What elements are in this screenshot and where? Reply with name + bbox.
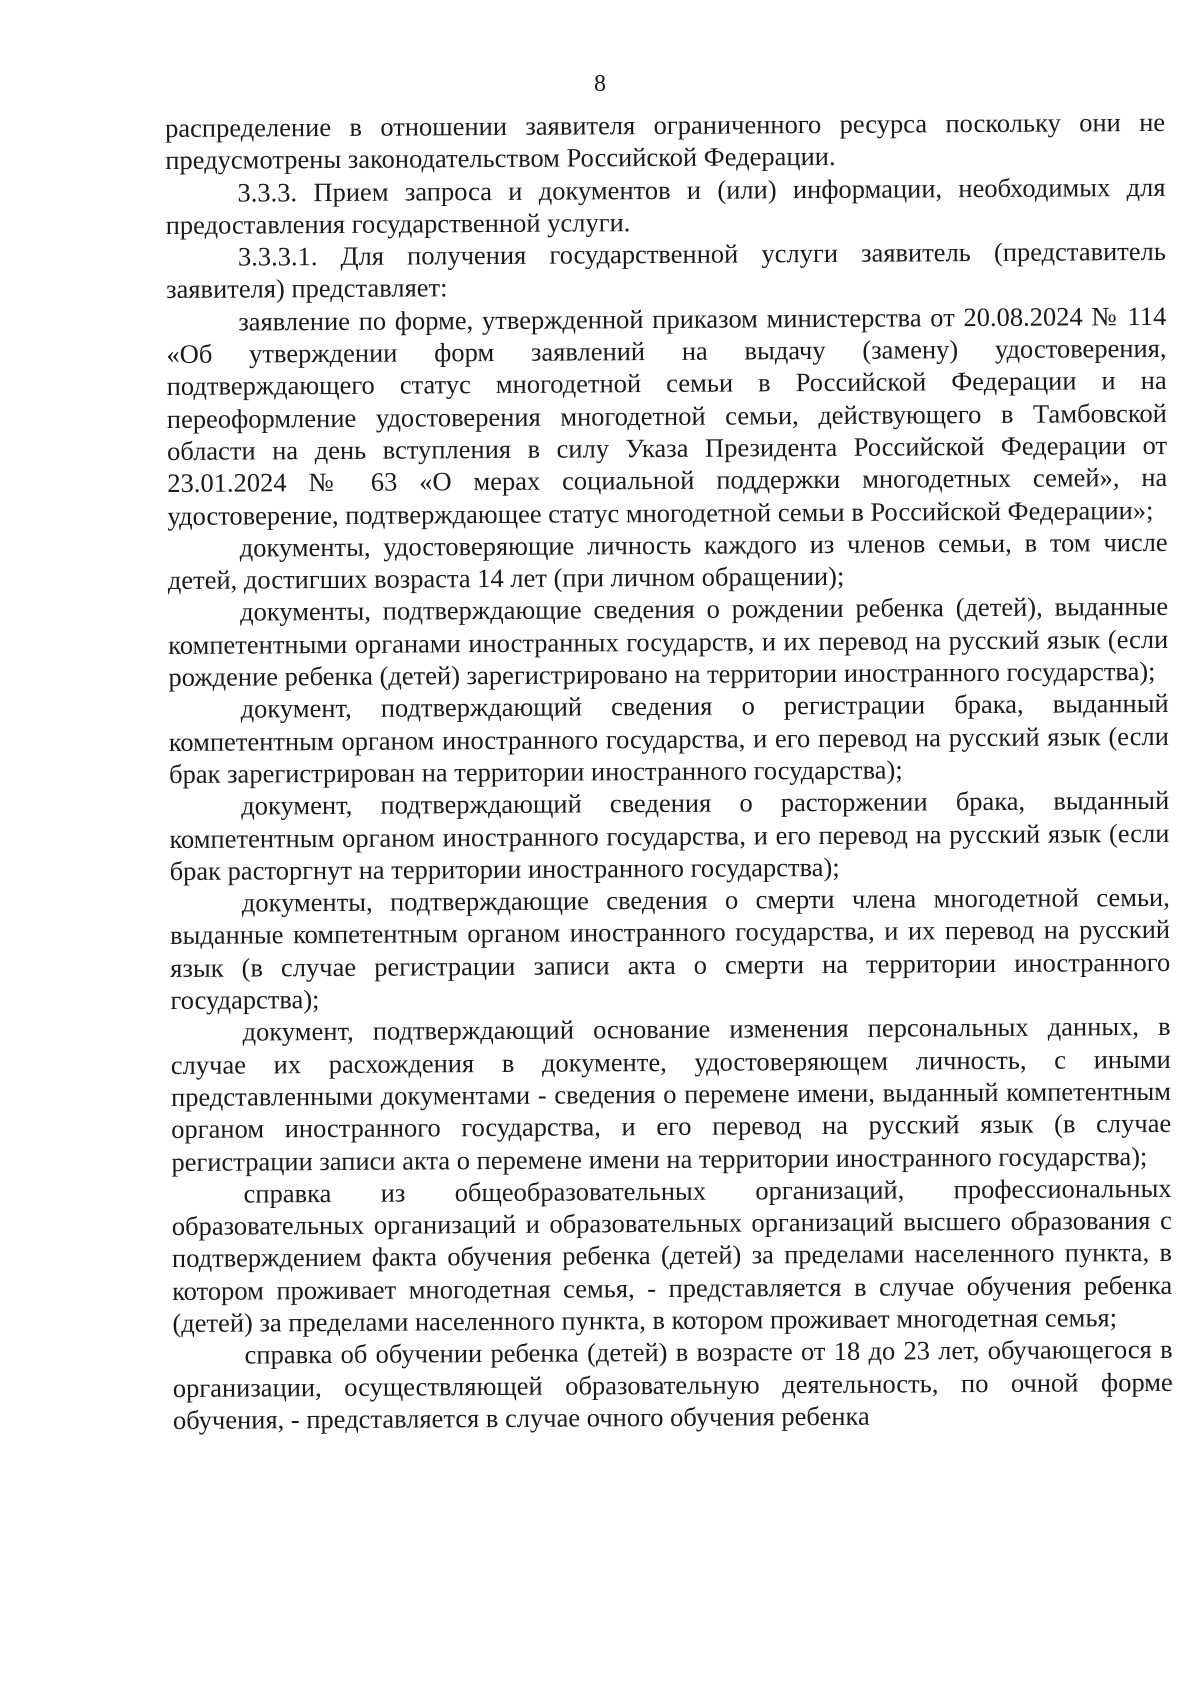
document-body bbox=[165, 106, 1173, 1436]
paragraph: документ, подтверждающий сведения о расторжении брака, выданный компетентным органом иностранного государства, и его перевод на русский язык (если брак расторгнут на территории иностранного государства); bbox=[169, 785, 1170, 886]
page-number: 8 bbox=[594, 71, 606, 97]
paragraph: документы, удостоверяющие личность каждого из членов семьи, в том числе детей, достигших возраста 14 лет (при личном обращении); bbox=[167, 526, 1168, 596]
paragraph: документ, подтверждающий основание изменения персональных данных, в случае их расхождения в документе, удостоверяющем личность, с иными представленными документами - сведения о перемене имени, выданный компетентным органом иностранного государства, и его перевод на русский язык (в случае регистрации записи акта о перемене имени на территории иностранного государства); bbox=[170, 1011, 1172, 1177]
paragraph: справка из общеобразовательных организаций, профессиональных образовательных организаций и образовательных организаций высшего образования с подтверждением факта обучения ребенка (детей) за пределами населенного пункта, в котором проживает многодетная семья, - представляется в случае обучения ребенка (детей) за пределами населенного пункта, в котором проживает многодетная семья; bbox=[171, 1172, 1173, 1338]
paragraph: заявление по форме, утвержденной приказом министерства от 20.08.2024 № 114 «Об утверждении форм заявлений на выдачу (замену) удостоверения, подтверждающего статус многодетной семьи в Российской Федерации и на переоформление удостоверения многодетной семьи, действующего в Тамбовской области на день вступления в силу Указа Президента Российской Федерации от 23.01.2024 № 63 «О мерах социальной поддержки многодетных семей», на удостоверение, подтверждающее статус многодетной семьи в Российской Федерации»; bbox=[166, 300, 1168, 531]
section-heading-3-3-3: 3.3.3. Прием запроса и документов и (или) информации, необходимых для предоставления государственной услуги. bbox=[165, 171, 1166, 240]
paragraph: документы, подтверждающие сведения о смерти члена многодетной семьи, выданные компетентным органом иностранного государства, и их перевод на русский язык (в случае регистрации записи акта о смерти на территории иностранного государства); bbox=[169, 882, 1171, 1015]
section-heading-3-3-3-1: 3.3.3.1. Для получения государственной услуги заявитель (представитель заявителя) представляет: bbox=[165, 236, 1166, 305]
paragraph: распределение в отношении заявителя ограниченного ресурса поскольку они не предусмотрены законодательством Российской Федерации. bbox=[165, 106, 1166, 176]
paragraph: справка об обучении ребенка (детей) в возрасте от 18 до 23 лет, обучающегося в организации, осуществляющей образовательную деятельность, по очной форме обучения, - представляется в случае очного обучения ребенка bbox=[172, 1334, 1173, 1435]
paragraph: документы, подтверждающие сведения о рождении ребенка (детей), выданные компетентными органами иностранных государств, и их перевод на русский язык (если рождение ребенка (детей) зарегистрировано на территории иностранного государства); bbox=[168, 591, 1169, 693]
paragraph: документ, подтверждающий сведения о регистрации брака, выданный компетентным органом иностранного государства, и его перевод на русский язык (если брак зарегистрирован на территории иностранного государства); bbox=[168, 688, 1169, 789]
